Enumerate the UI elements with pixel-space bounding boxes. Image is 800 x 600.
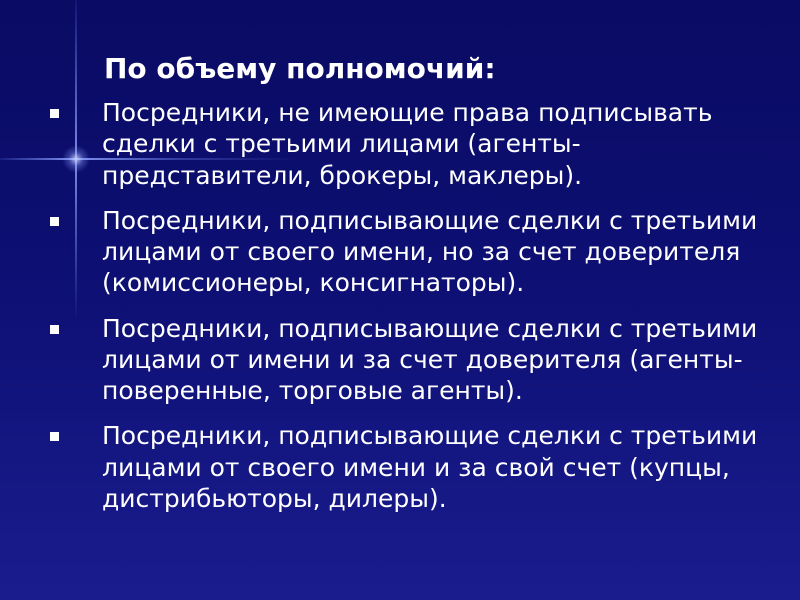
bullet-list [0, 97, 800, 528]
bullet-text: Посредники, подписывающие сделки с третьими лицами от своего имени и за свой счет (купцы, дистрибьюторы, дилеры). [102, 421, 758, 513]
bullet-text: Посредники, не имеющие права подписывать сделки с третьими лицами (агенты-представители, брокеры, маклеры). [102, 98, 713, 190]
slide-title: По объему полномочий: [104, 52, 496, 85]
bullet-item-1 [0, 97, 800, 191]
bullet-text: Посредники, подписывающие сделки с третьими лицами от имени и за счет доверителя (агенты-поверенные, торговые агенты). [102, 313, 758, 405]
bullet-item-3 [0, 313, 800, 407]
square-bullet-icon [50, 109, 59, 118]
bullet-item-2 [0, 205, 800, 299]
bullet-item-4 [0, 420, 800, 514]
square-bullet-icon [50, 325, 59, 334]
bullet-text: Посредники, подписывающие сделки с третьими лицами от своего имени, но за счет доверителя (комиссионеры, консигнаторы). [102, 205, 758, 298]
square-bullet-icon [50, 432, 59, 441]
square-bullet-icon [50, 217, 59, 226]
